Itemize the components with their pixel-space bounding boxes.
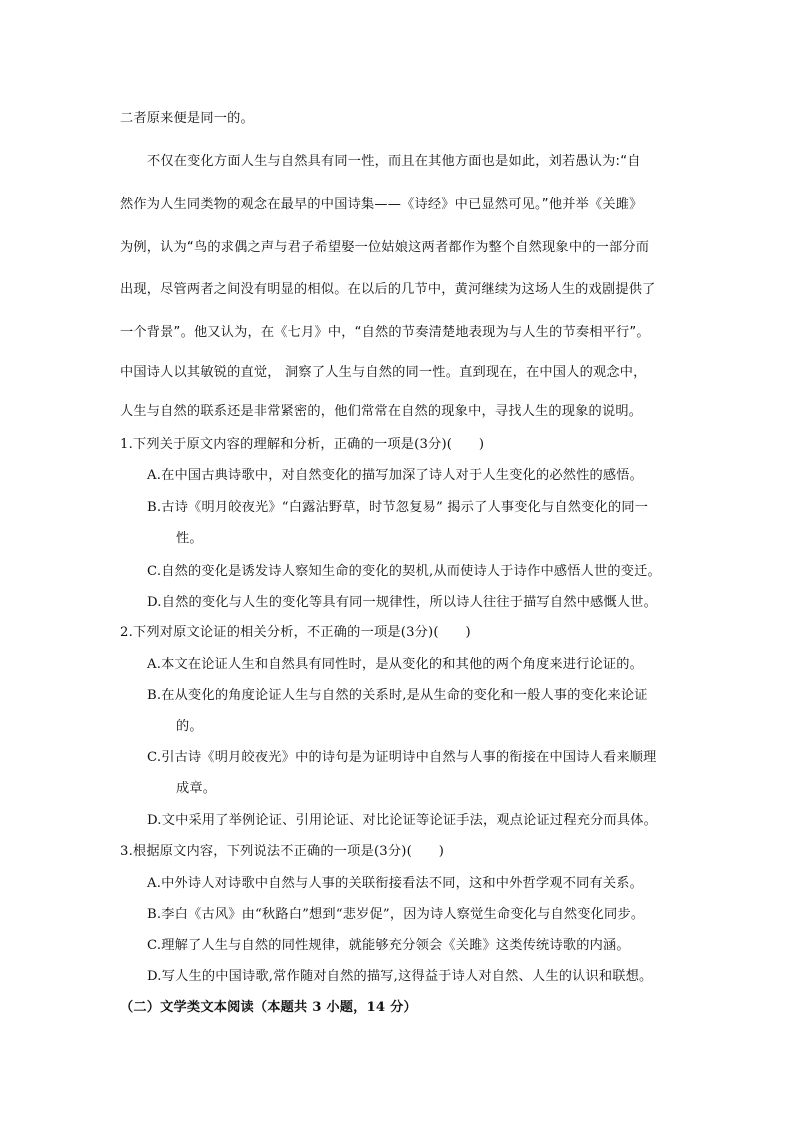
question-stem: 3.根据原文内容，下列说法不正确的一项是(3分)( ) <box>120 844 445 859</box>
option-b-continued: 性。 <box>176 531 203 546</box>
passage-line: 不仅在变化方面人生与自然具有同一性，而且在其他方面也是如此，刘若愚认为:“自 <box>147 154 641 169</box>
passage-line: 出现，尽管两者之间没有明显的相似。在以后的几节中，黄河继续为这场人生的戏剧提供了 <box>120 282 656 297</box>
option-b: B.在从变化的角度论证人生与自然的关系时,是从生命的变化和一般人事的变化来论证 <box>147 688 648 703</box>
passage-line: 为例，认为“鸟的求偶之声与君子希望娶一位姑娘这两者都作为整个自然现象中的一部分而 <box>120 240 650 255</box>
option-c: C.自然的变化是诱发诗人察知生命的变化的契机,从而使诗人于诗作中感悟人世的变迁。 <box>147 564 661 579</box>
option-d: D.自然的变化与人生的变化等具有同一规律性，所以诗人往往于描写自然中感慨人世。 <box>147 595 658 610</box>
option-d: D.文中采用了举例论证、引用论证、对比论证等论证手法，观点论证过程充分而具体。 <box>147 813 658 828</box>
question-stem: 1.下列关于原文内容的理解和分析，正确的一项是(3分)( ) <box>120 437 485 452</box>
passage-line: 然作为人生同类物的观念在最早的中国诗集——《诗经》中已显然可见。”他并举《关雎》 <box>120 197 643 212</box>
option-c: C.理解了人生与自然的同性规律，就能够充分领会《关雎》这类传统诗歌的内涵。 <box>147 938 630 953</box>
passage-line: 一个背景”。他又认为，在《七月》中，“自然的节奏清楚地表现为与人生的节奏相平行”。 <box>120 325 650 340</box>
option-c: C.引古诗《明月皎夜光》中的诗句是为证明诗中自然与人事的衔接在中国诗人看来顺理 <box>147 750 657 765</box>
section-heading: （二）文学类文本阅读（本题共 3 小题，14 分） <box>120 1000 417 1015</box>
option-a: A.在中国古典诗歌中，对自然变化的描写加深了诗人对于人生变化的必然性的感悟。 <box>147 468 644 483</box>
option-a: A.本文在论证人生和自然具有同性时，是从变化的和其他的两个角度来进行论证的。 <box>147 657 644 672</box>
passage-line: 二者原来便是同一的。 <box>120 111 254 126</box>
question-stem: 2.下列对原文论证的相关分析，不正确的一项是(3分)( ) <box>120 625 471 640</box>
option-b: B.古诗《明月皎夜光》“白露沾野草，时节忽复易” 揭示了人事变化与自然变化的同一 <box>147 500 649 515</box>
option-b-continued: 的。 <box>176 719 203 734</box>
passage-line: 人生与自然的联系还是非常紧密的，他们常常在自然的现象中，寻找人生的现象的说明。 <box>120 404 643 419</box>
option-b: B.李白《古风》由“秋路白”想到“悲岁促”，因为诗人察觉生命变化与自然变化同步。 <box>147 907 645 922</box>
option-d: D.写人生的中国诗歌,常作随对自然的描写,这得益于诗人对自然、人生的认识和联想。 <box>147 969 653 984</box>
passage-line: 中国诗人以其敏锐的直觉， 洞察了人生与自然的同一性。直到现在，在中国人的观念中， <box>120 365 647 380</box>
option-c-continued: 成章。 <box>176 781 217 796</box>
option-a: A.中外诗人对诗歌中自然与人事的关联衔接看法不同，这和中外哲学观不同有关系。 <box>147 876 644 891</box>
